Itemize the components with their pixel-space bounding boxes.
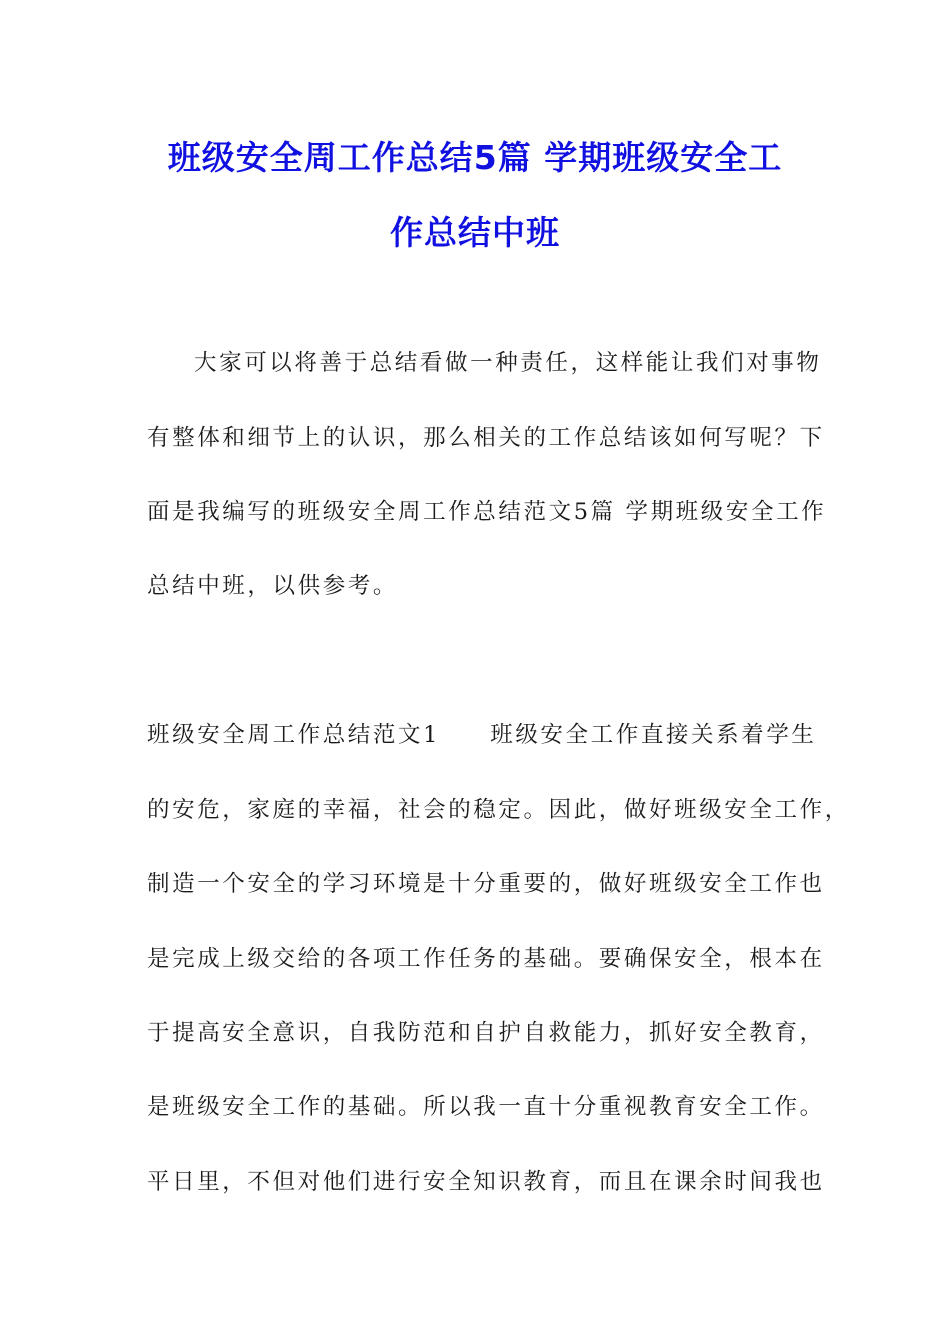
body-paragraph-line: 是完成上级交给的各项工作任务的基础。要确保安全，根本在 [147, 946, 825, 972]
body-paragraph-line: 是班级安全工作的基础。所以我一直十分重视教育安全工作。 [147, 1094, 825, 1120]
intro-paragraph-line: 大家可以将善于总结看做一种责任，这样能让我们对事物 [194, 350, 822, 376]
body-paragraph-line: 的安危，家庭的幸福，社会的稳定。因此，做好班级安全工作， [147, 797, 850, 823]
document-title-line-2: 作总结中班 [390, 213, 560, 252]
body-paragraph-line: 班级安全周工作总结范文1 班级安全工作直接关系着学生 [147, 722, 817, 748]
intro-paragraph-line: 总结中班，以供参考。 [147, 573, 399, 599]
body-paragraph-line: 平日里，不但对他们进行安全知识教育，而且在课余时间我也 [147, 1169, 825, 1195]
intro-paragraph-line: 面是我编写的班级安全周工作总结范文5篇 学期班级安全工作 [147, 499, 827, 525]
intro-paragraph-line: 有整体和细节上的认识，那么相关的工作总结该如何写呢？下 [147, 425, 825, 451]
document-title-line-1: 班级安全周工作总结5篇 学期班级安全工 [167, 138, 783, 177]
body-paragraph-line: 于提高安全意识，自我防范和自护自救能力，抓好安全教育， [147, 1020, 825, 1046]
body-paragraph-line: 制造一个安全的学习环境是十分重要的，做好班级安全工作也 [147, 871, 825, 897]
